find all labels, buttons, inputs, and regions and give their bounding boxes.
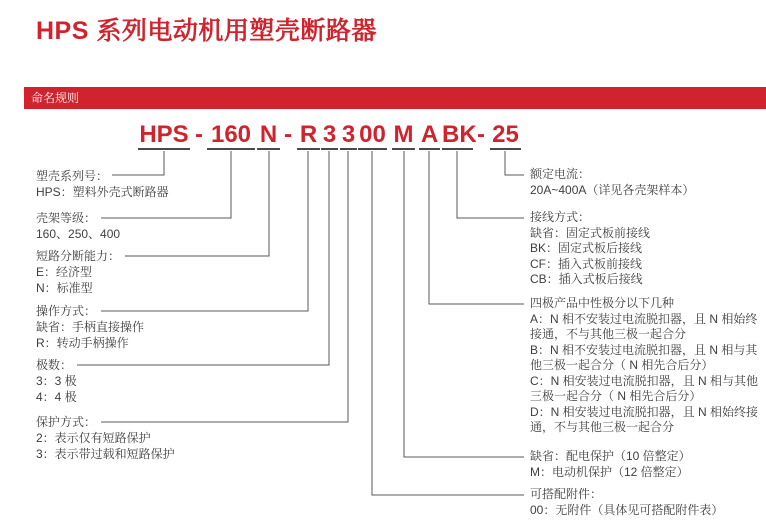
section-header-bar bbox=[24, 87, 766, 109]
code-separator: - bbox=[477, 121, 485, 148]
connector-wiring bbox=[457, 151, 524, 218]
label-line: BK：固定式板后接线 bbox=[530, 241, 643, 255]
connector-accessory bbox=[372, 151, 524, 495]
code-segment-accessory: 00 bbox=[359, 121, 386, 148]
label-line: M：电动机保护（12 倍整定） bbox=[530, 464, 689, 479]
label-line: 3：表示带过载和短路保护 bbox=[36, 447, 175, 461]
page-title: HPS 系列电动机用塑壳断路器 bbox=[36, 17, 377, 45]
label-line: 20A~400A（详见各壳架样本） bbox=[530, 182, 695, 197]
label-line: E：经济型 bbox=[36, 265, 93, 279]
label-line: N：标准型 bbox=[36, 281, 93, 295]
code-segment-poles: 3 bbox=[322, 121, 337, 148]
code-separator: - bbox=[195, 121, 203, 148]
label-block-operation bbox=[36, 303, 144, 351]
label-title: 四极产品中性极分以下几种 bbox=[530, 296, 675, 310]
connector-motor bbox=[404, 151, 524, 457]
section-header-label: 命名规则 bbox=[31, 91, 80, 105]
label-line: 4：4 极 bbox=[36, 390, 77, 404]
label-line: 缺省：手柄直接操作 bbox=[36, 320, 145, 334]
label-line: 他三极一起合分（ N 相先合后分） bbox=[530, 358, 714, 372]
code-separator: - bbox=[284, 121, 292, 148]
label-title: 短路分断能力： bbox=[36, 249, 121, 263]
connector-breaking bbox=[125, 151, 269, 256]
label-line: 通，不与其他三极一起合分 bbox=[530, 420, 675, 434]
connector-current bbox=[505, 151, 524, 175]
label-line: 00：无附件（具体见可搭配附件表） bbox=[530, 502, 724, 517]
code-segment-frame: 160 bbox=[207, 122, 255, 150]
label-line: 三极一起合分（ N 相先合后分） bbox=[530, 389, 702, 403]
label-title: 接线方式： bbox=[530, 210, 591, 224]
connector-neutral bbox=[429, 151, 524, 304]
label-title: 壳架等级： bbox=[36, 211, 97, 225]
label-block-poles bbox=[36, 357, 77, 405]
label-line: B：N 相不安装过电流脱扣器，且 N 相与其 bbox=[530, 342, 758, 357]
label-title: 可搭配附件： bbox=[530, 487, 603, 501]
label-title: 塑壳系列号： bbox=[36, 169, 109, 183]
label-title: 缺省：配电保护（10 倍整定） bbox=[530, 449, 691, 463]
label-block-protection bbox=[36, 414, 175, 462]
label-block-frame bbox=[36, 210, 120, 242]
code-segment-neutral: A bbox=[420, 121, 439, 148]
label-line: R：转动手柄操作 bbox=[36, 336, 129, 350]
label-line: A：N 相不安装过电流脱扣器，且 N 相始终 bbox=[530, 311, 758, 326]
label-line: C：N 相安装过电流脱扣器，且 N 相与其他 bbox=[530, 373, 759, 388]
label-block-wiring bbox=[530, 210, 650, 288]
code-segment-breaking: N bbox=[257, 122, 280, 150]
code-segment-current: 25 bbox=[490, 122, 521, 150]
label-title: 操作方式： bbox=[36, 304, 97, 318]
code-segment-wiring: BK bbox=[442, 121, 477, 148]
label-line: CF：插入式板前接线 bbox=[530, 256, 642, 271]
label-line: 接通，不与其他三极一起合分 bbox=[530, 327, 687, 341]
label-block-motor bbox=[530, 449, 691, 480]
label-line: D：N 相安装过电流脱扣器，且 N 相始终接 bbox=[530, 404, 759, 419]
label-title: 极数： bbox=[36, 358, 73, 372]
label-block-breaking bbox=[36, 248, 120, 296]
label-line: HPS：塑料外壳式断路器 bbox=[36, 185, 169, 199]
code-segment-operation: R bbox=[297, 122, 320, 150]
code-segment-series: HPS bbox=[139, 121, 189, 148]
label-line: 3：3 极 bbox=[36, 374, 77, 388]
label-title: 保护方式： bbox=[36, 415, 97, 429]
code-segment-protection: 3 bbox=[341, 121, 356, 148]
code-segment-motor: M bbox=[393, 121, 414, 148]
label-block-neutral bbox=[530, 296, 758, 436]
label-block-current bbox=[530, 167, 694, 198]
label-block-accessory bbox=[530, 487, 723, 518]
label-line: 160、250、400 bbox=[36, 227, 121, 241]
label-block-series bbox=[36, 168, 169, 200]
label-line: 缺省：固定式板前接线 bbox=[530, 225, 651, 240]
label-line: CB：插入式板后接线 bbox=[530, 272, 643, 286]
label-line: 2：表示仅有短路保护 bbox=[36, 431, 151, 445]
label-title: 额定电流： bbox=[530, 167, 591, 181]
